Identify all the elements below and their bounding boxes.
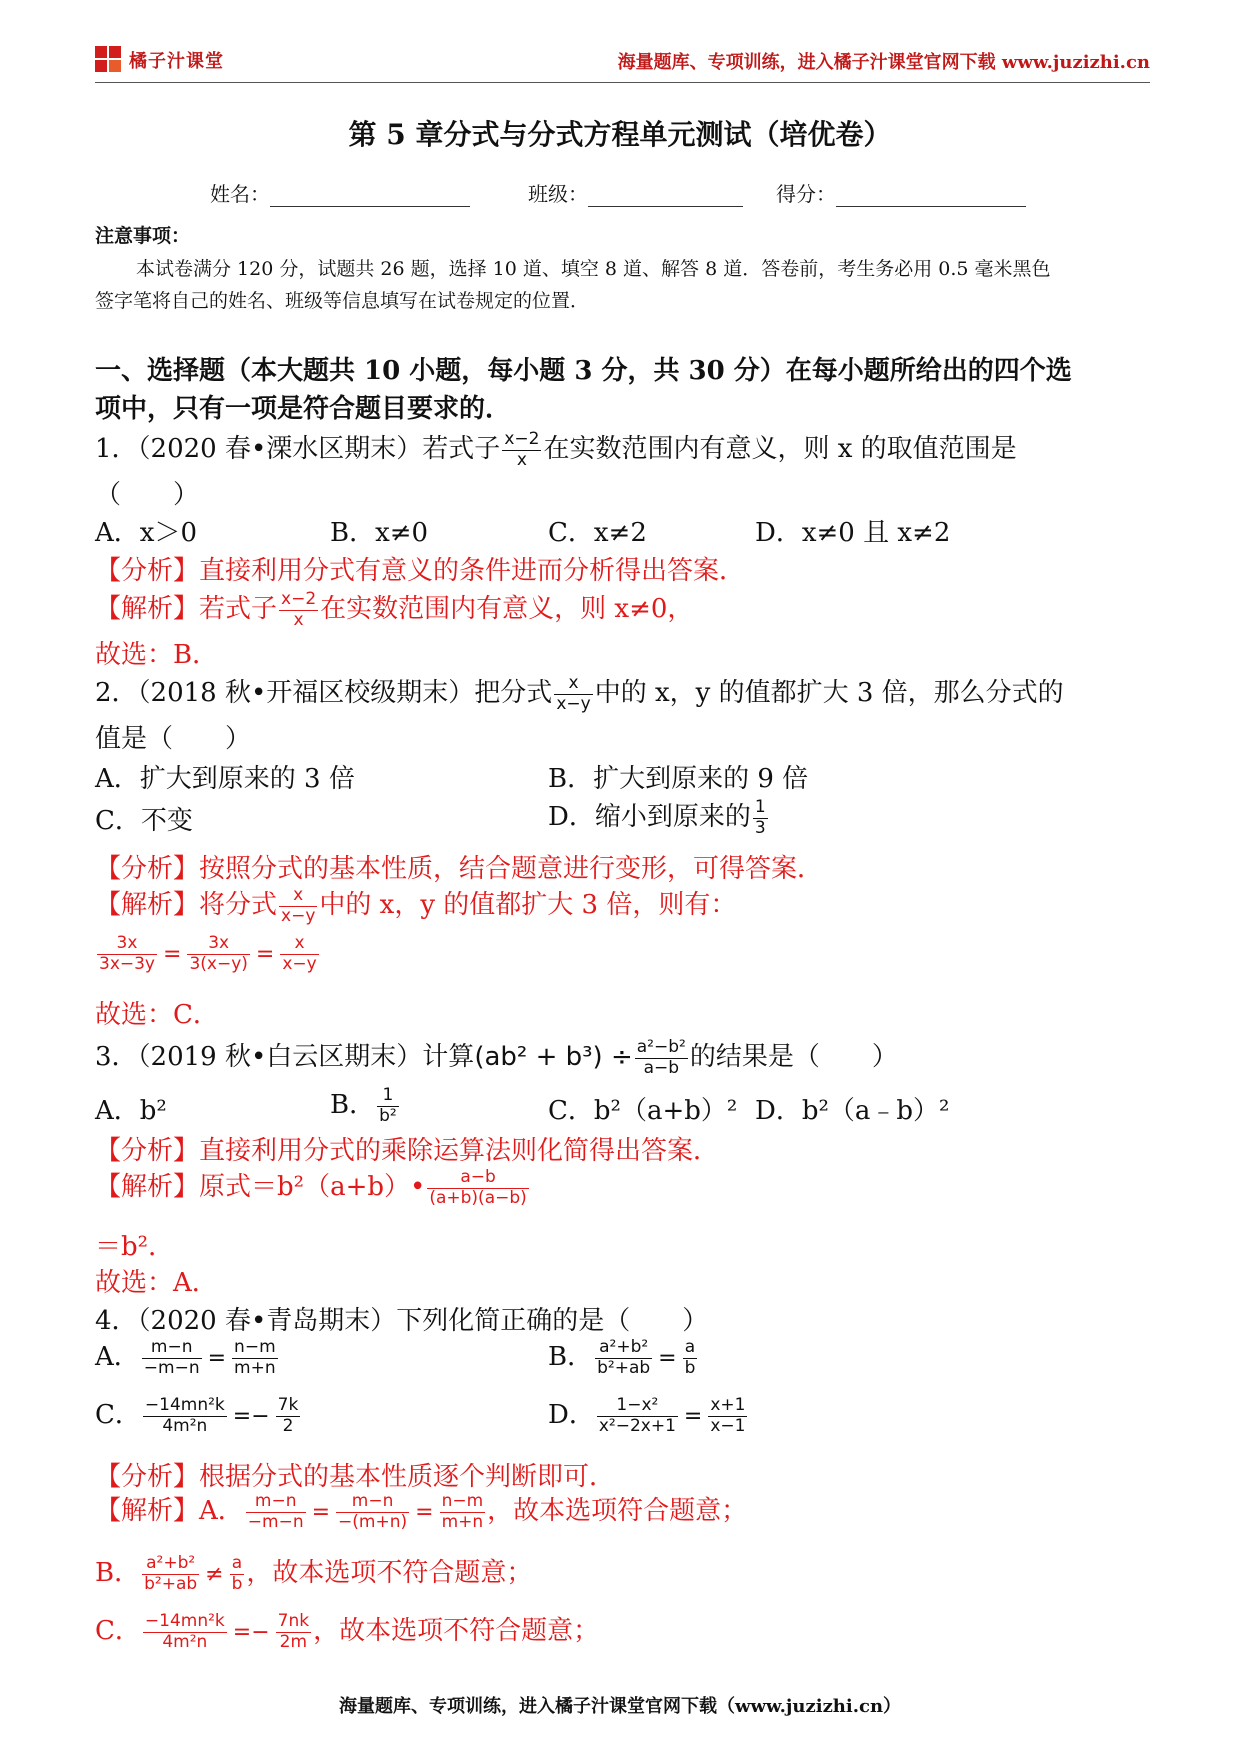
- q3-stem: 3．（2019 秋•白云区期末）计算(ab² + b³) ÷ $\frac{\text{a²−b²}}{a-b}$ 的结果是（ ）: [95, 1036, 898, 1078]
- name-blank: [270, 186, 470, 207]
- q3-option-b: B． $\frac{1}{\text{b²}}$: [330, 1084, 397, 1126]
- q1-stem: 1．（2020 春•溧水区期末）若式子 $\frac{x-2}{x}$ 在实数范围内有意义，则 x 的取值范围是: [95, 428, 1017, 470]
- q3-answer: 故选：A．: [95, 1268, 218, 1298]
- q1-answer: 故选：B．: [95, 640, 219, 670]
- q1-option-d: D．x≠0 且 x≠2: [755, 518, 951, 548]
- q4-option-b: B． $\frac{\text{a²+b²}}{\text{b²+ab}}$ = $\frac{a}{b}$: [548, 1336, 696, 1378]
- q2-stem: 2．（2018 秋•开福区校级期末）把分式 $\frac{x}{x-y}$ 中的 x，y 的值都扩大 3 倍，那么分式的: [95, 672, 1064, 714]
- q2-option-b: B．扩大到原来的 9 倍: [548, 764, 809, 794]
- section-heading-2: 项中，只有一项是符合题目要求的．: [95, 394, 512, 424]
- q3-solution: 【解析】原式＝b²（a+b）• $\frac{a-b}{(a+b)(a-b)}$: [95, 1166, 527, 1208]
- score-field: [776, 178, 1026, 207]
- q2-option-a: A．扩大到原来的 3 倍: [95, 764, 355, 794]
- logo-icon: [95, 46, 123, 74]
- q4-stem: 4．（2020 春•青岛期末）下列化简正确的是（ ）: [95, 1306, 709, 1336]
- q2-analysis: 【分析】按照分式的基本性质，结合题意进行变形，可得答案．: [95, 854, 824, 884]
- notice-line1: 本试卷满分 120 分，试题共 26 题，选择 10 道、填空 8 道、解答 8 道．答卷前，考生务必用 0.5 毫米黑色: [136, 258, 1051, 280]
- q1-analysis: 【分析】直接利用分式有意义的条件进而分析得出答案．: [95, 556, 746, 586]
- header-slogan: 海量题库、专项训练，进入橘子汁课堂官网下载 www.juzizhi.cn: [617, 52, 1150, 73]
- q4-solution-b: B． $\frac{\text{a²+b²}}{\text{b²+ab}}$ ≠ $\frac{a}{b}$ ，故本选项不符合题意；: [95, 1552, 533, 1594]
- score-label: 得分：: [776, 182, 836, 206]
- class-blank: [588, 186, 743, 207]
- page-title: 第 5 章分式与分式方程单元测试（培优卷）: [348, 118, 892, 151]
- q4-solution-a: 【解析】A． $\frac{m-n}{-m-n}$ = $\frac{m-n}{-(m+n)}$ = $\frac{n-m}{m+n}$ ，故本选项符合题意；: [95, 1490, 748, 1532]
- q2-solution: 【解析】将分式 $\frac{x}{x-y}$ 中的 x，y 的值都扩大 3 倍，则有：: [95, 884, 737, 926]
- q2-answer: 故选：C．: [95, 1000, 219, 1030]
- q2-stem-line2: 值是（ ）: [95, 724, 252, 754]
- page-header: [95, 42, 1150, 83]
- notice-heading: 注意事项：: [95, 225, 191, 247]
- class-label: 班级：: [528, 182, 588, 206]
- class-field: [528, 178, 743, 207]
- section-heading-1: 一、选择题（本大题共 10 小题，每小题 3 分，共 30 分）在每小题所给出的四个选: [95, 356, 1072, 386]
- name-label: 姓名：: [210, 182, 270, 206]
- q3-solution-line2: ＝b²．: [95, 1232, 175, 1262]
- q1-option-c: C．x≠2: [548, 518, 647, 548]
- q1-option-b: B．x≠0: [330, 518, 429, 548]
- q2-option-c: C．不变: [95, 806, 193, 836]
- logo: [95, 46, 224, 74]
- q3-analysis: 【分析】直接利用分式的乘除运算法则化简得出答案．: [95, 1136, 720, 1166]
- q1-blank: （ ）: [95, 480, 200, 510]
- q4-solution-c: C． $\frac{\text{−14mn²k}}{\text{4m²n}}$ =− $\frac{7nk}{2m}$ ，故本选项不符合题意；: [95, 1610, 600, 1652]
- q2-equation: $\frac{3x}{3x-3y}$ = $\frac{3x}{3(x-y)}$ = $\frac{x}{x-y}$: [99, 933, 317, 974]
- notice-line2: 签字笔将自己的姓名、班级等信息填写在试卷规定的位置．: [95, 290, 590, 312]
- q3-option-a: A．b²: [95, 1096, 167, 1126]
- score-blank: [836, 186, 1026, 207]
- logo-text: 橘子汁课堂: [129, 51, 224, 71]
- q3-option-d: D．b²（a﹣b）²: [755, 1096, 950, 1126]
- q1-solution: 【解析】若式子 $\frac{x-2}{x}$ 在实数范围内有意义，则 x≠0，: [95, 588, 694, 630]
- q4-analysis: 【分析】根据分式的基本性质逐个判断即可．: [95, 1462, 616, 1492]
- q3-option-c: C．b²（a+b）²: [548, 1096, 738, 1126]
- q1-option-a: A．x＞0: [95, 518, 197, 548]
- q2-option-d: D．缩小到原来的 $\frac{1}{3}$: [548, 796, 766, 838]
- name-field: [210, 178, 470, 207]
- page-footer: 海量题库、专项训练，进入橘子汁课堂官网下载（www.juzizhi.cn）: [338, 1696, 902, 1717]
- q4-option-a: A． $\frac{m-n}{-m-n}$ = $\frac{n-m}{m+n}$: [95, 1336, 276, 1378]
- q4-option-c: C． $\frac{\text{−14mn²k}}{\text{4m²n}}$ =− $\frac{7k}{2}$: [95, 1394, 299, 1436]
- q4-option-d: D． $\frac{\text{1−x²}}{\text{x²−2x+1}}$ = $\frac{x+1}{x-1}$: [548, 1394, 746, 1436]
